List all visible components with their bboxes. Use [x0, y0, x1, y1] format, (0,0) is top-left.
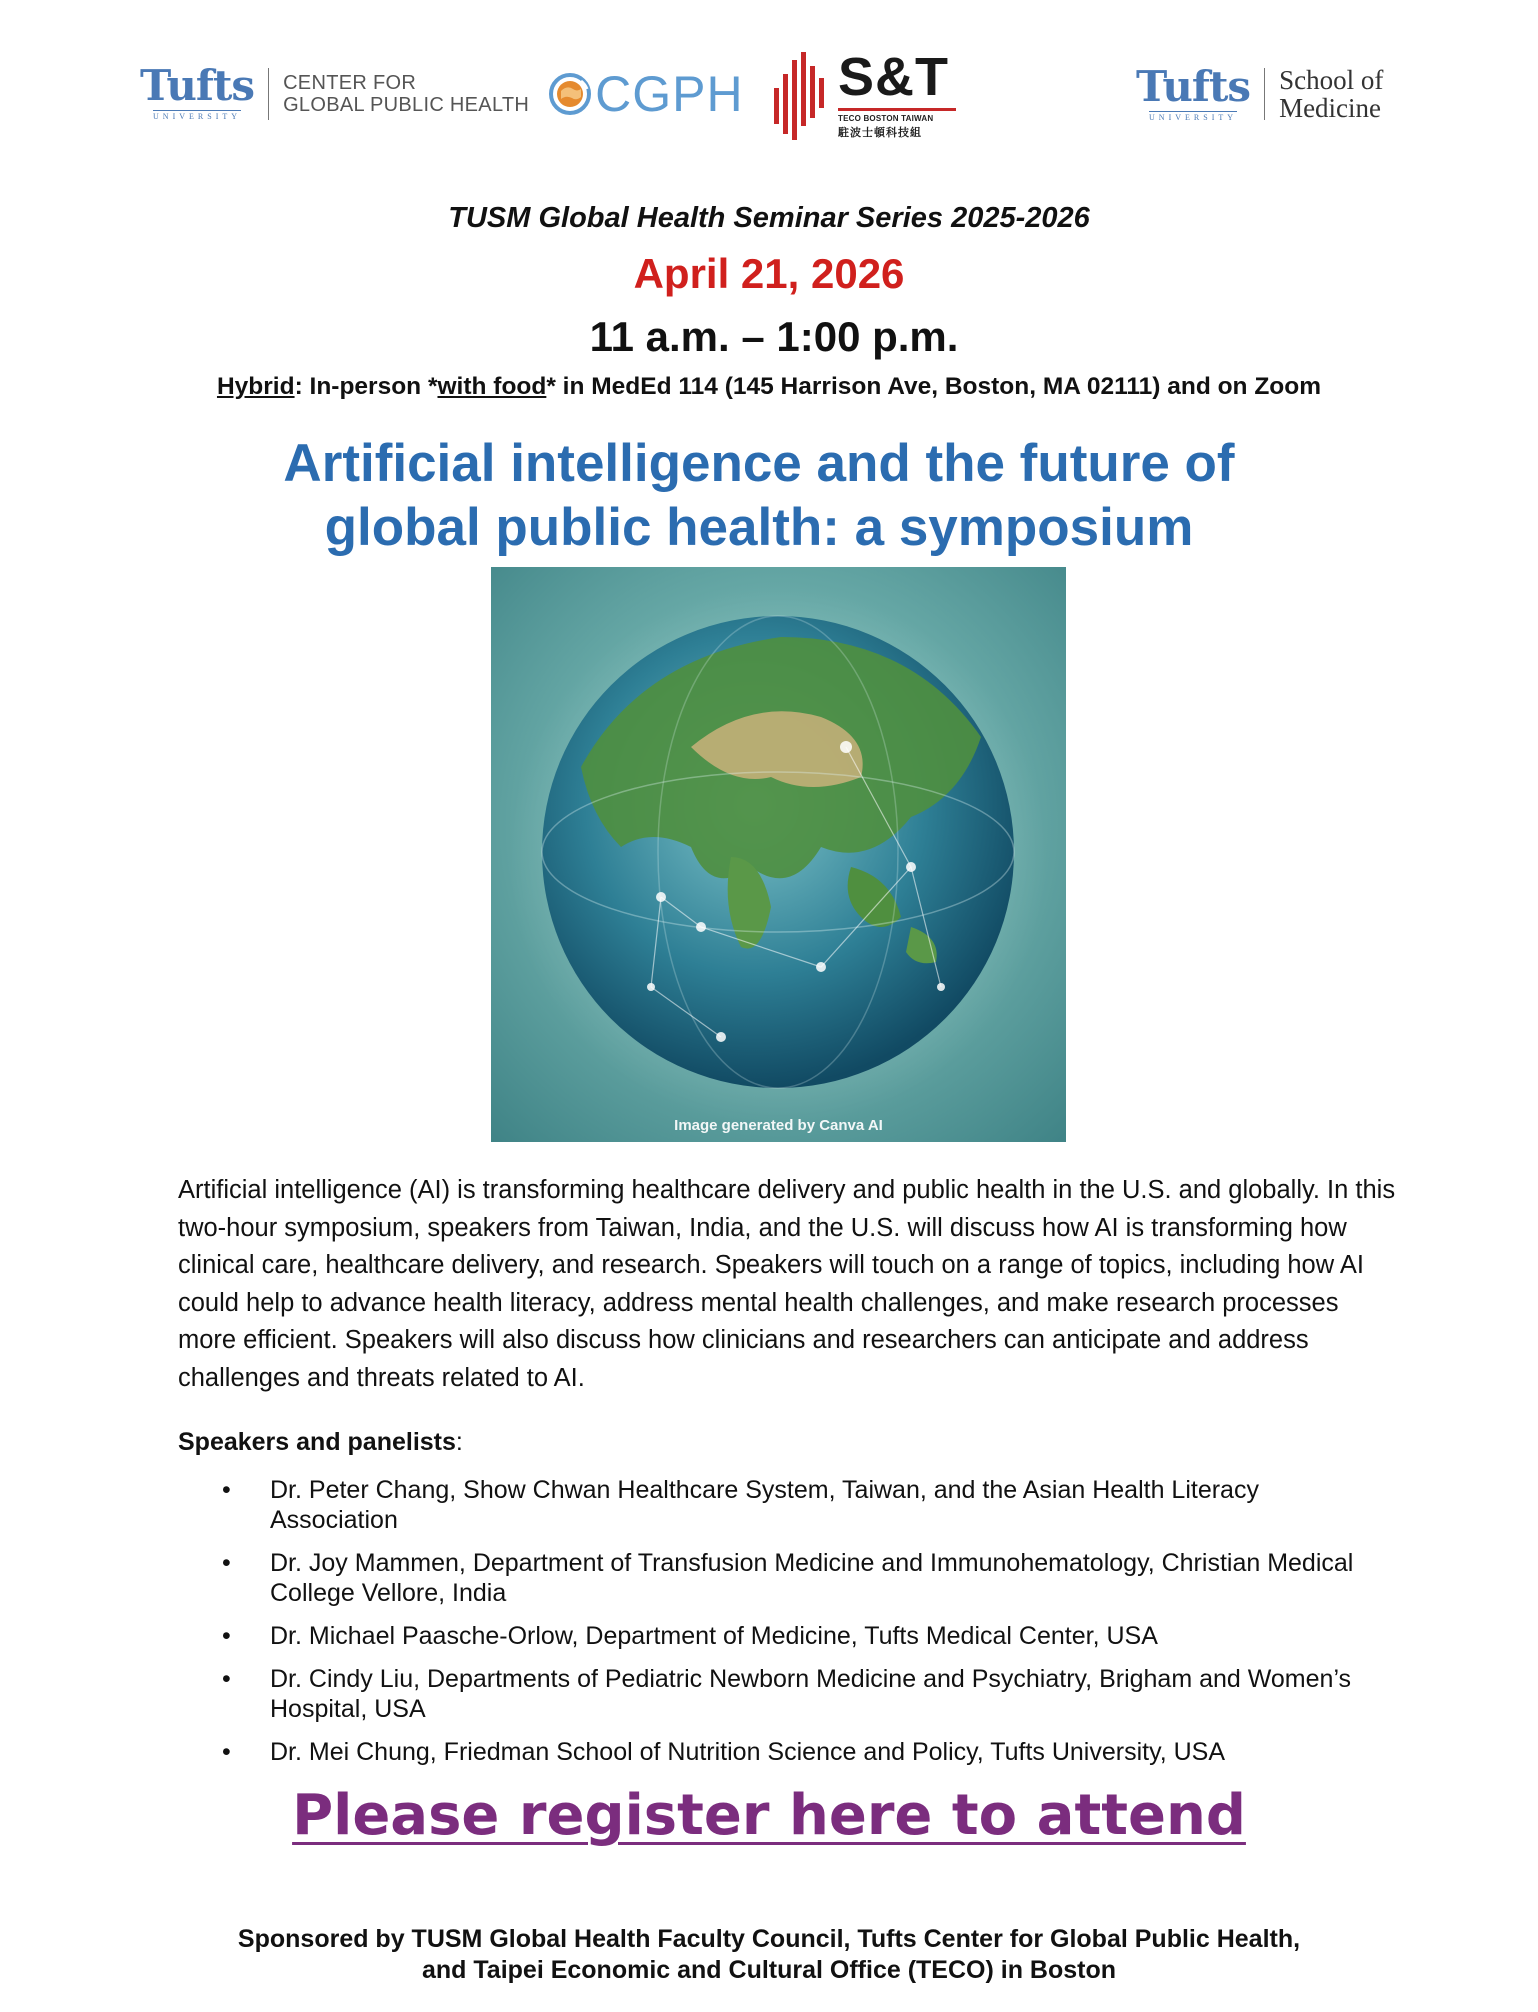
speaker-text: Dr. Cindy Liu, Departments of Pediatric Newborn Medicine and Psychiatry, Brigham and Women’s Hospital, USA: [270, 1665, 1352, 1723]
speaker-item: [178, 1475, 1358, 1535]
symposium-description: Artificial intelligence (AI) is transforming healthcare delivery and public health in the U.S. and globally. In this two-hour symposium, speakers from Taiwan, India, and the U.S. will discuss how AI is transforming how clinical care, healthcare delivery, and research. Speakers will touch on a range of topics, including how AI could help to advance health literacy, address mental health challenges, and make research processes more efficient. Speakers will also discuss how clinicians and researchers can anticipate and address challenges and threats related to AI.: [178, 1176, 1396, 1392]
st-bars-icon: [772, 48, 832, 148]
speaker-item: [178, 1664, 1358, 1724]
st-red-line: [838, 108, 956, 111]
st-teco-logo: [772, 48, 956, 148]
speakers-heading-label: Speakers and panelists: [178, 1428, 456, 1456]
event-date: April 21, 2026: [633, 250, 905, 297]
speaker-text: Dr. Joy Mammen, Department of Transfusion Medicine and Immunohematology, Christian Medical College Vellore, India: [270, 1549, 1354, 1607]
hero-caption: Image generated by Canva AI: [674, 1117, 883, 1134]
tufts-word-som: Tufts: [1136, 61, 1251, 111]
speakers-heading-colon: :: [455, 1428, 463, 1456]
sponsor-line1: Sponsored by TUSM Global Health Faculty Council, Tufts Center for Global Public Health,: [237, 1925, 1301, 1953]
register-link-container: [0, 1783, 1538, 1848]
som-line1: School of: [1279, 65, 1384, 95]
bullet-icon: •: [222, 1738, 231, 1766]
st-word: S&T: [838, 47, 949, 107]
cgph-line1: CENTER FOR: [283, 71, 417, 94]
hybrid-mid: : In-person *: [294, 373, 438, 400]
title-line2: global public health: a symposium: [324, 498, 1194, 557]
seminar-series-title: TUSM Global Health Seminar Series 2025-2026: [448, 202, 1090, 234]
speaker-text: Dr. Mei Chung, Friedman School of Nutrition Science and Policy, Tufts University, USA: [270, 1738, 1226, 1766]
bullet-icon: •: [222, 1622, 231, 1650]
symposium-title: [0, 432, 1528, 560]
st-sub-english: TECO BOSTON TAIWAN: [838, 114, 934, 123]
tufts-cgph-logo: [140, 61, 744, 122]
speaker-item: [178, 1548, 1358, 1608]
event-time: 11 a.m. – 1:00 p.m.: [589, 313, 959, 360]
tufts-university-label-som: UNIVERSITY: [1149, 112, 1238, 122]
tufts-som-logo: [1136, 61, 1384, 123]
cgph-letters: CGPH: [595, 65, 744, 122]
speaker-text: Dr. Peter Chang, Show Chwan Healthcare System, Taiwan, and the Asian Health Literacy Association: [270, 1476, 1259, 1534]
hybrid-label: Hybrid: [216, 373, 295, 400]
event-location: [0, 373, 1538, 401]
bullet-icon: •: [222, 1665, 231, 1693]
cgph-name: [283, 72, 529, 116]
with-food-label: with food: [437, 373, 547, 400]
register-link[interactable]: Please register here to attend: [292, 1783, 1246, 1848]
tufts-word: Tufts: [140, 61, 255, 110]
logo-divider-som: [1264, 68, 1265, 120]
speaker-item: [178, 1737, 1358, 1767]
bullet-icon: •: [222, 1549, 231, 1577]
cgph-globe-icon: [547, 71, 593, 117]
tufts-wordmark: [140, 61, 255, 121]
tufts-wordmark-som: [1136, 61, 1251, 122]
globe-illustration: [491, 567, 1066, 1142]
globe-hero-image: [491, 567, 1066, 1142]
st-sub-chinese: 駐波士頓科技組: [838, 127, 922, 139]
sponsor-text: [0, 1924, 1538, 1986]
st-text-block: [838, 48, 956, 140]
som-line2: Medicine: [1279, 93, 1382, 123]
speakers-heading: [178, 1428, 463, 1457]
speaker-item: [178, 1621, 1358, 1651]
som-name: [1279, 66, 1383, 122]
bullet-icon: •: [222, 1476, 231, 1504]
cgph-line2: GLOBAL PUBLIC HEALTH: [283, 93, 530, 116]
tufts-university-label: UNIVERSITY: [153, 112, 242, 121]
hybrid-rest: * in MedEd 114 (145 Harrison Ave, Boston, MA 02111) and on Zoom: [546, 373, 1322, 400]
title-line1: Artificial intelligence and the future of: [283, 434, 1235, 493]
speaker-list: [178, 1475, 1358, 1780]
sponsor-line2: and Taipei Economic and Cultural Office (TECO) in Boston: [421, 1956, 1117, 1984]
speaker-text: Dr. Michael Paasche-Orlow, Department of Medicine, Tufts Medical Center, USA: [270, 1622, 1158, 1650]
logo-divider: [268, 68, 269, 120]
